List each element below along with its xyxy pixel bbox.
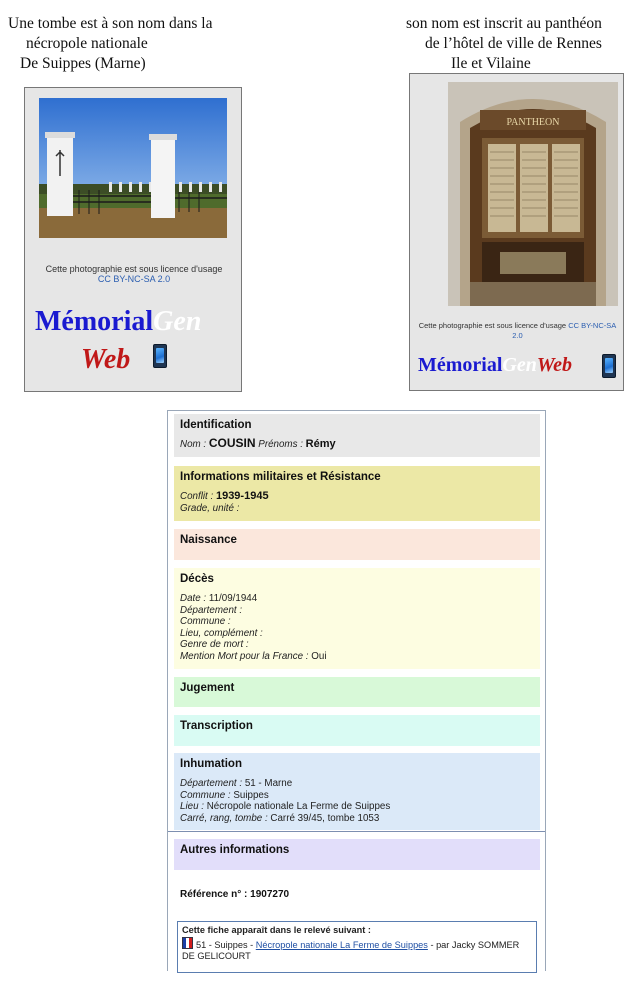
left-license-link[interactable]: CC BY-NC-SA 2.0 xyxy=(97,274,171,284)
mention-value: Oui xyxy=(311,650,327,662)
autres-title: Autres informations xyxy=(180,844,290,856)
naissance-section xyxy=(174,529,540,560)
mention-label: Mention Mort pour la France : xyxy=(180,650,309,662)
right-caption-line-2: de l’hôtel de ville de Rennes xyxy=(425,35,602,52)
left-license-text: Cette photographie est sous licence d'usage CC BY-NC-SA 2.0 xyxy=(45,264,223,284)
right-caption-line-1: son nom est inscrit au panthéon xyxy=(406,15,602,32)
reference-number: Référence n° : 1907270 xyxy=(180,889,290,900)
grade-label: Grade, unité : xyxy=(180,502,240,514)
militaire-section xyxy=(174,466,540,521)
inhumation-lieu-value: Nécropole nationale La Ferme de Suippes xyxy=(206,801,391,812)
prenoms-label: Prénoms : xyxy=(258,439,303,450)
inhumation-departement-label: Département : xyxy=(180,778,243,789)
deces-lieu-label: Lieu, complément : xyxy=(180,627,263,639)
carre-value: Carré 39/45, tombe 1053 xyxy=(270,812,380,824)
left-memorialgenweb-logo xyxy=(35,306,235,338)
flag-icon xyxy=(182,937,193,949)
left-caption-line-1: Une tombe est à son nom dans la xyxy=(8,15,213,32)
left-logo-gen: Gen xyxy=(153,306,202,337)
section-divider xyxy=(168,831,545,832)
releve-suffix: - par Jacky SOMMER xyxy=(430,939,520,950)
nom-value: COUSIN xyxy=(208,436,256,450)
militaire-title: Informations militaires et Résistance xyxy=(180,471,381,483)
autres-section xyxy=(174,839,540,870)
inhumation-section xyxy=(174,753,540,830)
right-caption-line-3: Ile et Vilaine xyxy=(451,55,531,72)
left-logo-memorial: Mémorial xyxy=(35,306,154,337)
right-license-link-version[interactable]: 2.0 xyxy=(512,331,523,340)
releve-link[interactable]: Nécropole nationale La Ferme de Suippes xyxy=(255,939,428,950)
right-logo-memorial: Mémorial xyxy=(418,354,503,376)
necropole-gate-photo xyxy=(39,98,227,238)
left-phone-icon xyxy=(153,344,167,368)
jugement-section xyxy=(174,677,540,707)
left-caption-line-2: nécropole nationale xyxy=(26,35,148,52)
inhumation-title: Inhumation xyxy=(180,758,242,770)
pantheon-photo-card xyxy=(409,73,624,391)
left-caption-line-3: De Suippes (Marne) xyxy=(20,55,146,72)
right-logo-gen: Gen xyxy=(502,354,537,376)
deces-section xyxy=(174,568,540,669)
prenoms-value: Rémy xyxy=(305,438,336,450)
releve-suffix-line-2: DE GELICOURT xyxy=(182,951,251,961)
deces-genre-label: Genre de mort : xyxy=(180,639,249,650)
conflit-value: 1939-1945 xyxy=(215,490,269,502)
deces-date-label: Date : xyxy=(180,593,207,604)
transcription-title: Transcription xyxy=(180,720,253,732)
right-memorialgenweb-logo xyxy=(418,354,618,377)
carre-label: Carré, rang, tombe : xyxy=(180,812,268,824)
right-phone-icon xyxy=(602,354,616,378)
deces-commune-label: Commune : xyxy=(180,616,231,627)
releve-prefix: 51 - Suippes - xyxy=(196,939,254,950)
nom-label: Nom : xyxy=(180,439,207,450)
jugement-title: Jugement xyxy=(180,682,235,694)
pantheon-plaque-text: PANTHEON xyxy=(506,117,560,128)
identification-section xyxy=(174,414,540,457)
inhumation-lieu-label: Lieu : xyxy=(180,801,204,812)
record-panel xyxy=(167,410,546,971)
naissance-title: Naissance xyxy=(180,534,237,546)
releve-box xyxy=(177,921,537,973)
right-license-text: Cette photographie est sous licence d'usage CC BY-NC-SA 2.0 xyxy=(418,321,617,340)
left-logo-web: Web xyxy=(81,344,131,375)
right-license-link[interactable]: CC BY-NC-SA xyxy=(568,321,617,330)
conflit-label: Conflit : xyxy=(180,491,214,502)
deces-departement-label: Département : xyxy=(180,604,243,616)
deces-title: Décès xyxy=(180,573,214,585)
inhumation-commune-label: Commune : xyxy=(180,789,231,801)
pantheon-photo xyxy=(448,82,618,306)
transcription-section xyxy=(174,715,540,746)
inhumation-commune-value: Suippes xyxy=(233,789,269,801)
releve-intro: Cette fiche apparaît dans le relevé suivant : xyxy=(182,925,371,935)
necropole-photo-card xyxy=(24,87,242,392)
deces-date-value: 11/09/1944 xyxy=(208,593,258,604)
right-logo-web: Web xyxy=(536,354,573,376)
inhumation-departement-value: 51 - Marne xyxy=(244,778,293,789)
identification-title: Identification xyxy=(180,419,252,431)
